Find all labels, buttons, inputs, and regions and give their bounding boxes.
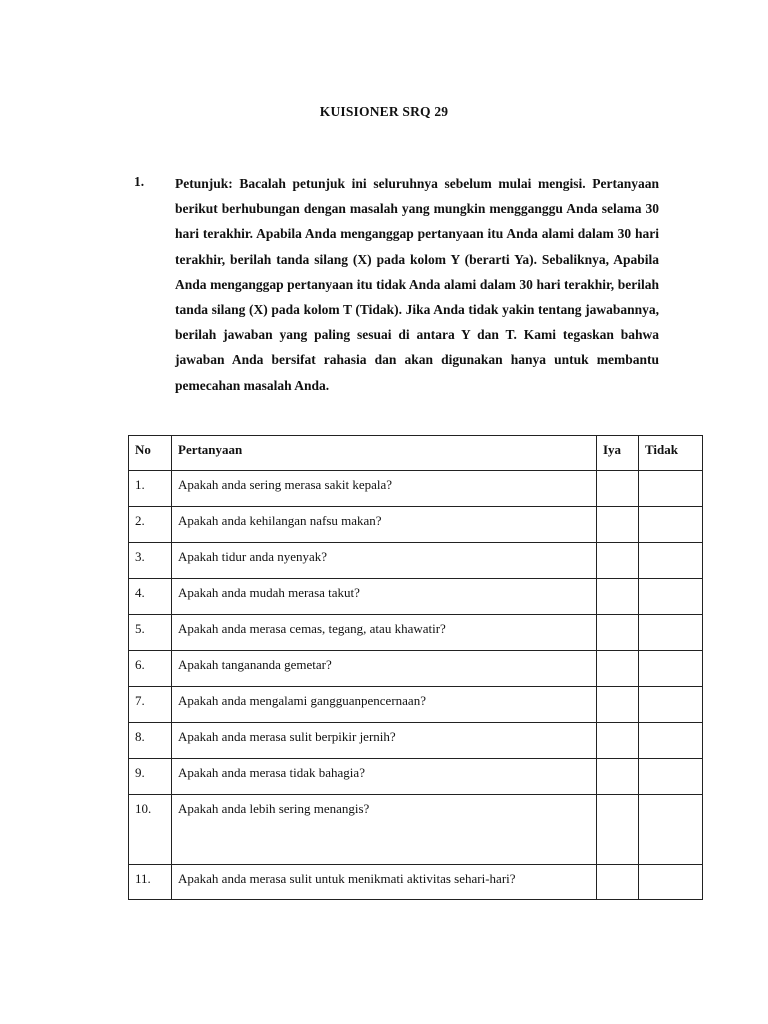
- row-number: 3.: [129, 543, 172, 579]
- table-row: [129, 579, 703, 615]
- table-row: [129, 723, 703, 759]
- answer-yes-cell[interactable]: [597, 795, 639, 865]
- row-number: 1.: [129, 471, 172, 507]
- row-question: Apakah anda sering merasa sakit kepala?: [172, 471, 597, 507]
- table-row: [129, 687, 703, 723]
- page-title: KUISIONER SRQ 29: [319, 104, 449, 119]
- row-question: Apakah anda merasa cemas, tegang, atau khawatir?: [172, 615, 597, 651]
- row-number: 10.: [129, 795, 172, 865]
- answer-yes-cell[interactable]: [597, 507, 639, 543]
- answer-no-cell[interactable]: [639, 865, 703, 900]
- row-question: Apakah anda lebih sering menangis?: [172, 795, 597, 865]
- row-number: 11.: [129, 865, 172, 900]
- instruction-number: 1.: [134, 174, 145, 189]
- answer-yes-cell[interactable]: [597, 723, 639, 759]
- instruction-text: Petunjuk: Bacalah petunjuk ini seluruhnya sebelum mulai mengisi. Pertanyaan berikut berhubungan dengan masalah yang mungkin mengganggu Anda selama 30 hari terakhir. Apabila Anda menganggap pertanyaan itu Anda alami dalam 30 hari terakhir, berilah tanda silang (X) pada kolom Y (berarti Ya). Sebaliknya, Apabila Anda menganggap pertanyaan itu tidak Anda alami dalam 30 hari terakhir, berilah tanda silang (X) pada kolom T (Tidak). Jika Anda tidak yakin tentang jawabannya, berilah jawaban yang paling sesuai di antara Y dan T. Kami tegaskan bahwa jawaban Anda bersifat rahasia dan akan digunakan hanya untuk membantu pemecahan masalah Anda.: [175, 176, 659, 393]
- row-number: 7.: [129, 687, 172, 723]
- row-number: 6.: [129, 651, 172, 687]
- table-header-row: [129, 436, 703, 471]
- answer-no-cell[interactable]: [639, 543, 703, 579]
- row-number: 2.: [129, 507, 172, 543]
- answer-no-cell[interactable]: [639, 759, 703, 795]
- table-row: [129, 651, 703, 687]
- table-row: [129, 759, 703, 795]
- row-question: Apakah anda merasa tidak bahagia?: [172, 759, 597, 795]
- row-number: 9.: [129, 759, 172, 795]
- answer-no-cell[interactable]: [639, 471, 703, 507]
- table-row: [129, 507, 703, 543]
- answer-yes-cell[interactable]: [597, 651, 639, 687]
- header-question: Pertanyaan: [172, 436, 597, 471]
- answer-no-cell[interactable]: [639, 507, 703, 543]
- answer-yes-cell[interactable]: [597, 759, 639, 795]
- answer-no-cell[interactable]: [639, 579, 703, 615]
- answer-yes-cell[interactable]: [597, 543, 639, 579]
- table-row: [129, 543, 703, 579]
- answer-no-cell[interactable]: [639, 651, 703, 687]
- header-yes: Iya: [597, 436, 639, 471]
- answer-yes-cell[interactable]: [597, 865, 639, 900]
- row-question: Apakah tidur anda nyenyak?: [172, 543, 597, 579]
- answer-yes-cell[interactable]: [597, 615, 639, 651]
- row-number: 4.: [129, 579, 172, 615]
- questionnaire-table: [128, 435, 703, 900]
- answer-no-cell[interactable]: [639, 795, 703, 865]
- row-question: Apakah anda merasa sulit untuk menikmati aktivitas sehari-hari?: [172, 865, 597, 900]
- row-question: Apakah anda merasa sulit berpikir jernih?: [172, 723, 597, 759]
- answer-no-cell[interactable]: [639, 687, 703, 723]
- answer-no-cell[interactable]: [639, 723, 703, 759]
- answer-yes-cell[interactable]: [597, 687, 639, 723]
- header-no-answer: Tidak: [639, 436, 703, 471]
- table-row: [129, 471, 703, 507]
- table-row: [129, 615, 703, 651]
- header-no: No: [129, 436, 172, 471]
- row-question: Apakah anda kehilangan nafsu makan?: [172, 507, 597, 543]
- table-row: [129, 795, 703, 865]
- table-row: [129, 865, 703, 900]
- answer-yes-cell[interactable]: [597, 471, 639, 507]
- row-question: Apakah tangananda gemetar?: [172, 651, 597, 687]
- row-question: Apakah anda mudah merasa takut?: [172, 579, 597, 615]
- answer-no-cell[interactable]: [639, 615, 703, 651]
- row-number: 8.: [129, 723, 172, 759]
- answer-yes-cell[interactable]: [597, 579, 639, 615]
- row-number: 5.: [129, 615, 172, 651]
- row-question: Apakah anda mengalami gangguanpencernaan?: [172, 687, 597, 723]
